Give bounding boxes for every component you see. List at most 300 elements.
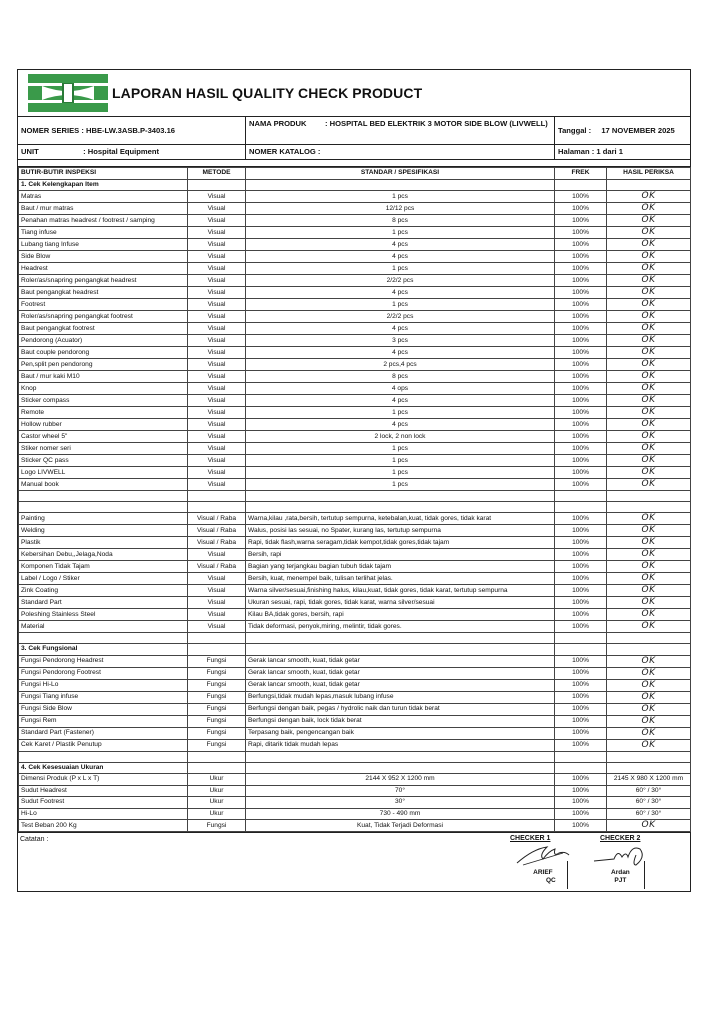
signature-divider-1 — [567, 861, 568, 889]
standard-cell: 70° — [246, 785, 555, 797]
method-cell: Visual — [188, 371, 246, 383]
result-cell — [607, 621, 691, 633]
method-cell: Fungsi — [188, 727, 246, 739]
frequency-cell: 100% — [555, 513, 607, 525]
inspection-item: Baut pengangkat headrest — [19, 287, 188, 299]
frequency-cell: 100% — [555, 191, 607, 203]
empty-cell — [188, 179, 246, 191]
standard-cell: 30° — [246, 797, 555, 809]
result-cell — [607, 727, 691, 739]
method-cell: Fungsi — [188, 703, 246, 715]
standard-cell: Warna silver/sesuai,finishing halus, kilau,kuat, tidak gores, tidak karat, tertutup sempurna — [246, 585, 555, 597]
frequency-cell: 100% — [555, 679, 607, 691]
standard-cell: 4 ops — [246, 383, 555, 395]
result-cell — [607, 655, 691, 667]
inspection-item: Footrest — [19, 299, 188, 311]
table-row — [19, 715, 691, 727]
inspection-item: Fungsi Rem — [19, 715, 188, 727]
handwritten-result: OK — [641, 227, 656, 237]
table-row — [19, 431, 691, 443]
empty-cell — [555, 502, 607, 513]
standard-cell: 4 pcs — [246, 395, 555, 407]
frequency-cell: 100% — [555, 371, 607, 383]
standard-cell: Rapi, tidak flash,warna seragam,tidak kempot,tidak gores,tidak tajam — [246, 537, 555, 549]
result-cell — [607, 299, 691, 311]
handwritten-result: OK — [641, 820, 656, 830]
method-cell: Visual — [188, 263, 246, 275]
result-cell — [607, 263, 691, 275]
handwritten-result: OK — [641, 513, 656, 523]
method-cell: Visual — [188, 347, 246, 359]
method-cell: Visual — [188, 287, 246, 299]
frequency-cell: 100% — [555, 597, 607, 609]
empty-cell — [246, 751, 555, 762]
frequency-cell: 100% — [555, 703, 607, 715]
result-cell — [607, 191, 691, 203]
frequency-cell: 100% — [555, 525, 607, 537]
date-value: 17 NOVEMBER 2025 — [601, 126, 675, 135]
inspection-item: Manual book — [19, 479, 188, 491]
inspection-item: Matras — [19, 191, 188, 203]
table-row — [19, 667, 691, 679]
handwritten-result: OK — [641, 655, 656, 666]
table-row — [19, 263, 691, 275]
table-row — [19, 203, 691, 215]
table-row — [19, 227, 691, 239]
handwritten-result: OK — [641, 419, 656, 429]
table-row — [19, 455, 691, 467]
table-row — [19, 443, 691, 455]
table-row — [19, 820, 691, 832]
inspection-item: Standard Part (Fastener) — [19, 727, 188, 739]
table-row — [19, 585, 691, 597]
signature-divider-2 — [644, 861, 645, 889]
standard-cell: Gerak lancar smooth, kuat, tidak getar — [246, 667, 555, 679]
result-cell — [607, 525, 691, 537]
standard-cell: 4 pcs — [246, 239, 555, 251]
result-cell — [607, 443, 691, 455]
table-row — [19, 467, 691, 479]
report-title: LAPORAN HASIL QUALITY CHECK PRODUCT — [112, 85, 423, 101]
frequency-cell: 100% — [555, 621, 607, 633]
inspection-item: Remote — [19, 407, 188, 419]
inspection-item: Fungsi Pendorong Headrest — [19, 655, 188, 667]
frequency-cell: 100% — [555, 443, 607, 455]
method-cell: Ukur — [188, 808, 246, 820]
frequency-cell: 100% — [555, 275, 607, 287]
frequency-cell: 100% — [555, 323, 607, 335]
frequency-cell: 100% — [555, 820, 607, 832]
table-row — [19, 573, 691, 585]
result-cell: 2145 X 980 X 1200 mm — [607, 774, 691, 786]
method-cell: Fungsi — [188, 691, 246, 703]
handwritten-result: OK — [641, 395, 656, 405]
empty-cell — [188, 491, 246, 502]
standard-cell: Berfungsi dengan baik, pegas / hydrolic naik dan turun tidak berat — [246, 703, 555, 715]
result-cell — [607, 347, 691, 359]
method-cell: Visual — [188, 585, 246, 597]
page-number: Halaman : 1 dari 1 — [558, 147, 623, 156]
inspection-item: Fungsi Tiang infuse — [19, 691, 188, 703]
frequency-cell: 100% — [555, 739, 607, 751]
handwritten-result: OK — [641, 455, 656, 465]
table-row — [19, 335, 691, 347]
blank-row — [19, 502, 691, 513]
result-cell — [607, 513, 691, 525]
result-cell — [607, 455, 691, 467]
col-header-freq: FREK — [555, 168, 607, 180]
frequency-cell: 100% — [555, 467, 607, 479]
result-cell: 60° / 30° — [607, 785, 691, 797]
empty-cell — [246, 179, 555, 191]
handwritten-result: OK — [641, 525, 656, 535]
table-row — [19, 609, 691, 621]
standard-cell: 1 pcs — [246, 227, 555, 239]
result-cell — [607, 549, 691, 561]
method-cell: Visual — [188, 467, 246, 479]
result-cell — [607, 573, 691, 585]
result-cell — [607, 239, 691, 251]
method-cell: Fungsi — [188, 667, 246, 679]
method-cell: Fungsi — [188, 739, 246, 751]
table-row — [19, 299, 691, 311]
handwritten-result: OK — [641, 691, 656, 702]
standard-cell: Terpasang baik, pengencangan baik — [246, 727, 555, 739]
method-cell: Visual / Raba — [188, 525, 246, 537]
handwritten-result: OK — [641, 323, 656, 333]
table-row — [19, 371, 691, 383]
frequency-cell: 100% — [555, 573, 607, 585]
result-cell — [607, 679, 691, 691]
method-cell: Visual / Raba — [188, 513, 246, 525]
standard-cell: 4 pcs — [246, 347, 555, 359]
inspection-item: Baut / mur kaki M10 — [19, 371, 188, 383]
table-row — [19, 239, 691, 251]
result-cell — [607, 395, 691, 407]
method-cell: Visual — [188, 311, 246, 323]
frequency-cell: 100% — [555, 419, 607, 431]
table-row — [19, 215, 691, 227]
section-header-row — [19, 644, 691, 656]
empty-cell — [19, 502, 188, 513]
inspection-item: Sudut Headrest — [19, 785, 188, 797]
frequency-cell: 100% — [555, 263, 607, 275]
method-cell: Ukur — [188, 774, 246, 786]
standard-cell: Rapi, ditarik tidak mudah lepas — [246, 739, 555, 751]
result-cell — [607, 407, 691, 419]
standard-cell: 4 pcs — [246, 287, 555, 299]
frequency-cell: 100% — [555, 311, 607, 323]
standard-cell: Tidak deformasi, penyok,miring, melintir, tidak gores. — [246, 621, 555, 633]
result-cell — [607, 597, 691, 609]
table-row — [19, 383, 691, 395]
result-cell — [607, 691, 691, 703]
method-cell: Visual — [188, 407, 246, 419]
standard-cell: 1 pcs — [246, 407, 555, 419]
standard-cell: Warna,kilau ,rata,bersih, tertutup sempurna, ketebalan,kuat, tidak gores, tidak karat — [246, 513, 555, 525]
inspection-rows — [19, 179, 691, 832]
table-row — [19, 691, 691, 703]
empty-cell — [19, 491, 188, 502]
handwritten-result: OK — [641, 347, 656, 357]
inspection-item: Sticker QC pass — [19, 455, 188, 467]
table-row — [19, 525, 691, 537]
frequency-cell: 100% — [555, 667, 607, 679]
method-cell: Visual — [188, 443, 246, 455]
method-cell: Visual — [188, 479, 246, 491]
handwritten-result: OK — [641, 239, 656, 249]
blank-row — [19, 633, 691, 644]
inspection-item: Material — [19, 621, 188, 633]
result-cell — [607, 215, 691, 227]
frequency-cell: 100% — [555, 609, 607, 621]
inspection-item: Poleshing Stainless Steel — [19, 609, 188, 621]
table-row — [19, 275, 691, 287]
method-cell: Visual — [188, 597, 246, 609]
result-cell — [607, 431, 691, 443]
table-row — [19, 479, 691, 491]
handwritten-result: OK — [641, 287, 656, 297]
method-cell: Visual — [188, 573, 246, 585]
empty-cell — [19, 751, 188, 762]
result-cell — [607, 383, 691, 395]
standard-cell: Kilau BA,tidak gores, bersih, rapi — [246, 609, 555, 621]
result-cell — [607, 820, 691, 832]
empty-cell — [246, 644, 555, 656]
table-row — [19, 513, 691, 525]
inspection-item: Tiang infuse — [19, 227, 188, 239]
inspection-item: Pen,split pen pendorong — [19, 359, 188, 371]
empty-cell — [246, 762, 555, 774]
method-cell: Fungsi — [188, 655, 246, 667]
empty-cell — [188, 762, 246, 774]
empty-cell — [555, 762, 607, 774]
inspection-item: Baut couple pendorong — [19, 347, 188, 359]
method-cell: Ukur — [188, 797, 246, 809]
inspection-item: Baut pengangkat footrest — [19, 323, 188, 335]
date-field: Tanggal : 17 NOVEMBER 2025 — [558, 126, 675, 135]
frequency-cell: 100% — [555, 347, 607, 359]
inspection-item: Zink Coating — [19, 585, 188, 597]
meta-row-series — [18, 117, 690, 145]
result-cell — [607, 287, 691, 299]
unit-field: UNIT : Hospital Equipment — [18, 145, 246, 159]
result-cell — [607, 323, 691, 335]
series-number: NOMER SERIES : HBE-LW.3ASB.P-3403.16 — [18, 117, 246, 144]
frequency-cell: 100% — [555, 585, 607, 597]
method-cell: Visual — [188, 419, 246, 431]
frequency-cell: 100% — [555, 407, 607, 419]
standard-cell: 1 pcs — [246, 467, 555, 479]
frequency-cell: 100% — [555, 549, 607, 561]
empty-cell — [188, 644, 246, 656]
table-row — [19, 359, 691, 371]
handwritten-result: OK — [641, 371, 656, 381]
frequency-cell: 100% — [555, 561, 607, 573]
standard-cell: 8 pcs — [246, 215, 555, 227]
frequency-cell: 100% — [555, 797, 607, 809]
inspection-item: Test Beban 200 Kg — [19, 820, 188, 832]
col-header-result: HASIL PERIKSA — [607, 168, 691, 180]
empty-cell — [607, 751, 691, 762]
empty-cell — [607, 762, 691, 774]
inspection-item: Label / Logo / Stiker — [19, 573, 188, 585]
table-row — [19, 785, 691, 797]
inspection-item: Lubang tiang Infuse — [19, 239, 188, 251]
section-title: 1. Cek Kelengkapan Item — [19, 179, 188, 191]
handwritten-result: OK — [641, 597, 656, 607]
unit-value: : Hospital Equipment — [83, 147, 160, 156]
section-title: 4. Cek Kesesuaian Ukuran — [19, 762, 188, 774]
table-row — [19, 549, 691, 561]
result-cell — [607, 703, 691, 715]
inspection-item: Painting — [19, 513, 188, 525]
handwritten-result: OK — [641, 739, 656, 750]
empty-cell — [19, 633, 188, 644]
standard-cell: 2 pcs,4 pcs — [246, 359, 555, 371]
result-cell: 60° / 30° — [607, 808, 691, 820]
handwritten-result: OK — [641, 621, 656, 631]
inspection-item: Plastik — [19, 537, 188, 549]
frequency-cell: 100% — [555, 287, 607, 299]
handwritten-result: OK — [641, 203, 656, 213]
empty-cell — [607, 179, 691, 191]
method-cell: Fungsi — [188, 715, 246, 727]
result-cell: 60° / 30° — [607, 797, 691, 809]
inspection-item: Penahan matras headrest / footrest / samping — [19, 215, 188, 227]
method-cell: Visual — [188, 549, 246, 561]
empty-cell — [188, 502, 246, 513]
empty-cell — [188, 633, 246, 644]
standard-cell: Bagian yang terjangkau bagian tubuh tidak tajam — [246, 561, 555, 573]
standard-cell: Ukuran sesuai, rapi, tidak gores, tidak karat, warna silver/sesuai — [246, 597, 555, 609]
handwritten-result: OK — [641, 431, 656, 441]
result-cell — [607, 561, 691, 573]
inspection-item: Fungsi Pendorong Footrest — [19, 667, 188, 679]
method-cell: Visual — [188, 239, 246, 251]
handwritten-result: OK — [641, 383, 656, 393]
table-row — [19, 727, 691, 739]
method-cell: Visual — [188, 191, 246, 203]
table-row — [19, 797, 691, 809]
handwritten-result: OK — [641, 443, 656, 453]
standard-cell: Bersih, rapi — [246, 549, 555, 561]
inspection-item: Logo LIVWELL — [19, 467, 188, 479]
inspection-item: Pendorong (Acuator) — [19, 335, 188, 347]
section-header-row — [19, 762, 691, 774]
inspection-item: Side Blow — [19, 251, 188, 263]
method-cell: Visual — [188, 621, 246, 633]
inspection-item: Castor wheel 5" — [19, 431, 188, 443]
table-row — [19, 537, 691, 549]
frequency-cell: 100% — [555, 715, 607, 727]
table-row — [19, 597, 691, 609]
empty-cell — [555, 751, 607, 762]
handwritten-result: OK — [641, 679, 656, 690]
frequency-cell: 100% — [555, 774, 607, 786]
standard-cell: 2/2/2 pcs — [246, 311, 555, 323]
section-header-row — [19, 179, 691, 191]
handwritten-result: OK — [641, 407, 656, 417]
table-row — [19, 679, 691, 691]
handwritten-result: OK — [641, 251, 656, 261]
result-cell — [607, 311, 691, 323]
checker-2-label: CHECKER 2 — [600, 835, 641, 842]
inspection-item: Fungsi Side Blow — [19, 703, 188, 715]
frequency-cell: 100% — [555, 203, 607, 215]
result-cell — [607, 585, 691, 597]
method-cell: Visual — [188, 251, 246, 263]
standard-cell: Berfungsi dengan baik, lock tidak berat — [246, 715, 555, 727]
empty-cell — [555, 633, 607, 644]
standard-cell: Berfungsi,tidak mudah lepas,masuk lubang infuse — [246, 691, 555, 703]
standard-cell: 4 pcs — [246, 251, 555, 263]
inspection-item: Roler/as/snapring pengangkat headrest — [19, 275, 188, 287]
standard-cell: 1 pcs — [246, 299, 555, 311]
inspection-item: Stiker nomer seri — [19, 443, 188, 455]
standard-cell: 1 pcs — [246, 443, 555, 455]
standard-cell: 2 lock, 2 non lock — [246, 431, 555, 443]
inspection-item: Fungsi Hi-Lo — [19, 679, 188, 691]
method-cell: Visual — [188, 215, 246, 227]
table-row — [19, 655, 691, 667]
col-header-item: BUTIR-BUTIR INSPEKSI — [19, 168, 188, 180]
inspection-item: Knop — [19, 383, 188, 395]
table-header-row — [19, 168, 691, 180]
frequency-cell: 100% — [555, 395, 607, 407]
handwritten-result: OK — [641, 215, 656, 225]
table-row — [19, 191, 691, 203]
method-cell: Visual — [188, 455, 246, 467]
frequency-cell: 100% — [555, 299, 607, 311]
checker-1-signature — [513, 843, 573, 869]
standard-cell: Gerak lancar smooth, kuat, tidak getar — [246, 679, 555, 691]
method-cell: Visual — [188, 383, 246, 395]
table-row — [19, 323, 691, 335]
frequency-cell: 100% — [555, 383, 607, 395]
handwritten-result: OK — [641, 359, 656, 369]
table-row — [19, 407, 691, 419]
result-cell — [607, 609, 691, 621]
standard-cell: 4 pcs — [246, 419, 555, 431]
table-row — [19, 311, 691, 323]
handwritten-result: OK — [641, 561, 656, 571]
table-row — [19, 287, 691, 299]
inspection-item: Roler/as/snapring pengangkat footrest — [19, 311, 188, 323]
inspection-item: Cek Karet / Plastik Penutup — [19, 739, 188, 751]
checker-1-label: CHECKER 1 — [510, 835, 551, 842]
empty-cell — [555, 491, 607, 502]
method-cell: Visual — [188, 203, 246, 215]
result-cell — [607, 479, 691, 491]
result-cell — [607, 251, 691, 263]
inspection-item: Sticker compass — [19, 395, 188, 407]
inspection-item: Dimensi Produk (P x L x T) — [19, 774, 188, 786]
standard-cell: Kuat, Tidak Terjadi Deformasi — [246, 820, 555, 832]
handwritten-result: OK — [641, 311, 656, 321]
method-cell: Fungsi — [188, 820, 246, 832]
result-cell — [607, 467, 691, 479]
standard-cell: 8 pcs — [246, 371, 555, 383]
frequency-cell: 100% — [555, 537, 607, 549]
spacer-row — [18, 160, 690, 167]
method-cell: Visual — [188, 395, 246, 407]
checker-2-signature — [592, 843, 652, 869]
blank-row — [19, 491, 691, 502]
standard-cell: 730 - 490 mm — [246, 808, 555, 820]
table-row — [19, 395, 691, 407]
handwritten-result: OK — [641, 335, 656, 345]
